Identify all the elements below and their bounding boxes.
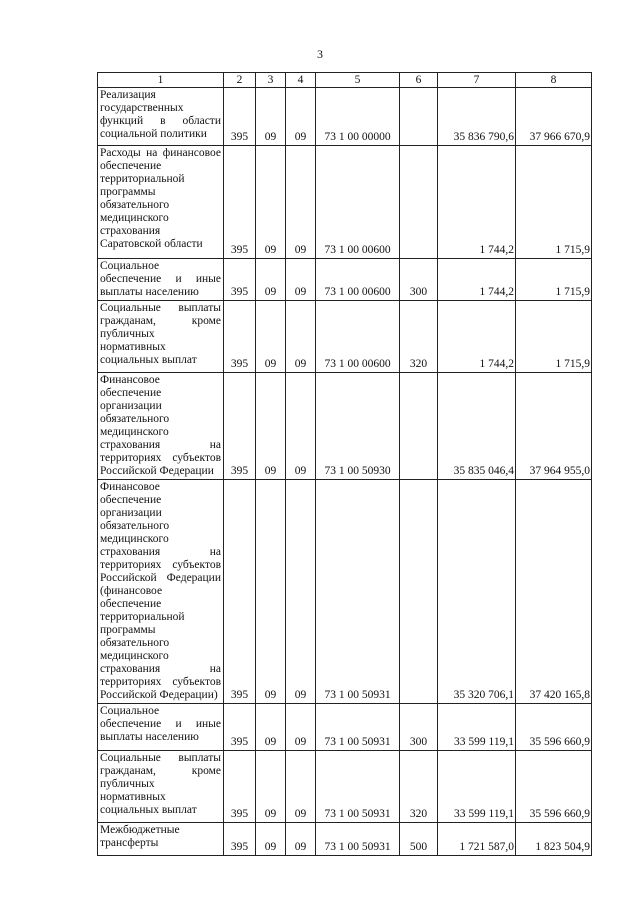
cell-target-article: 73 1 00 50931 xyxy=(316,751,400,823)
cell-amount-2: 1 715,9 xyxy=(516,259,592,301)
cell-subsection: 09 xyxy=(286,751,316,823)
column-header: 4 xyxy=(286,73,316,88)
row-name: Реализация государственных функций в области социальной политики xyxy=(98,88,224,146)
cell-section: 09 xyxy=(256,259,286,301)
cell-target-article: 73 1 00 00600 xyxy=(316,259,400,301)
cell-amount-1: 35 835 046,4 xyxy=(438,373,516,480)
cell-subsection: 09 xyxy=(286,146,316,259)
cell-section: 09 xyxy=(256,751,286,823)
cell-target-article: 73 1 00 00600 xyxy=(316,301,400,373)
table-row xyxy=(98,259,592,301)
row-name: Социальное обеспечение и иные выплаты населению xyxy=(98,259,224,301)
page-number: 3 xyxy=(317,47,323,61)
cell-section: 09 xyxy=(256,373,286,480)
cell-amount-1: 35 320 706,1 xyxy=(438,480,516,704)
cell-amount-1: 33 599 119,1 xyxy=(438,704,516,751)
cell-expense-type xyxy=(400,373,438,480)
cell-ministry: 395 xyxy=(224,88,256,146)
table-row xyxy=(98,301,592,373)
cell-ministry: 395 xyxy=(224,373,256,480)
cell-amount-2: 1 715,9 xyxy=(516,146,592,259)
cell-amount-2: 1 715,9 xyxy=(516,301,592,373)
cell-section: 09 xyxy=(256,88,286,146)
cell-amount-2: 35 596 660,9 xyxy=(516,751,592,823)
row-name: Расходы на финансовое обеспечение территориальной программы обязательного медицинского страхования Саратовской области xyxy=(98,146,224,259)
header-row xyxy=(98,73,592,88)
cell-target-article: 73 1 00 00600 xyxy=(316,146,400,259)
column-header: 8 xyxy=(516,73,592,88)
cell-ministry: 395 xyxy=(224,480,256,704)
cell-amount-2: 37 420 165,8 xyxy=(516,480,592,704)
cell-target-article: 73 1 00 50931 xyxy=(316,480,400,704)
cell-subsection: 09 xyxy=(286,373,316,480)
cell-amount-1: 1 744,2 xyxy=(438,301,516,373)
cell-amount-1: 35 836 790,6 xyxy=(438,88,516,146)
column-header: 2 xyxy=(224,73,256,88)
cell-ministry: 395 xyxy=(224,751,256,823)
cell-target-article: 73 1 00 50931 xyxy=(316,823,400,856)
column-header: 1 xyxy=(98,73,224,88)
budget-table xyxy=(97,72,592,856)
cell-expense-type xyxy=(400,146,438,259)
row-name: Социальные выплаты гражданам, кроме публичных нормативных социальных выплат xyxy=(98,751,224,823)
cell-amount-2: 1 823 504,9 xyxy=(516,823,592,856)
table-row xyxy=(98,480,592,704)
cell-target-article: 73 1 00 00000 xyxy=(316,88,400,146)
row-name: Финансовое обеспечение организации обязательного медицинского страхования на территориях субъектов Российской Федерации (финансовое обеспечение территориальной программы обязательного медицинского страхования на территориях субъектов Российской Федерации) xyxy=(98,480,224,704)
cell-section: 09 xyxy=(256,480,286,704)
row-name: Финансовое обеспечение организации обязательного медицинского страхования на территориях субъектов Российской Федерации xyxy=(98,373,224,480)
cell-subsection: 09 xyxy=(286,259,316,301)
cell-expense-type: 320 xyxy=(400,301,438,373)
cell-target-article: 73 1 00 50930 xyxy=(316,373,400,480)
cell-amount-1: 1 744,2 xyxy=(438,146,516,259)
cell-ministry: 395 xyxy=(224,259,256,301)
cell-expense-type xyxy=(400,480,438,704)
cell-subsection: 09 xyxy=(286,823,316,856)
column-header: 5 xyxy=(316,73,400,88)
cell-ministry: 395 xyxy=(224,704,256,751)
cell-amount-1: 33 599 119,1 xyxy=(438,751,516,823)
cell-section: 09 xyxy=(256,146,286,259)
cell-amount-2: 37 964 955,0 xyxy=(516,373,592,480)
cell-expense-type: 300 xyxy=(400,704,438,751)
cell-ministry: 395 xyxy=(224,146,256,259)
cell-expense-type: 500 xyxy=(400,823,438,856)
cell-expense-type xyxy=(400,88,438,146)
cell-section: 09 xyxy=(256,823,286,856)
cell-amount-1: 1 744,2 xyxy=(438,259,516,301)
cell-subsection: 09 xyxy=(286,88,316,146)
cell-amount-2: 35 596 660,9 xyxy=(516,704,592,751)
table-row xyxy=(98,373,592,480)
column-header: 3 xyxy=(256,73,286,88)
cell-amount-1: 1 721 587,0 xyxy=(438,823,516,856)
cell-expense-type: 320 xyxy=(400,751,438,823)
table-row xyxy=(98,751,592,823)
cell-expense-type: 300 xyxy=(400,259,438,301)
column-header: 7 xyxy=(438,73,516,88)
table-row xyxy=(98,88,592,146)
row-name: Социальное обеспечение и иные выплаты населению xyxy=(98,704,224,751)
table-row xyxy=(98,146,592,259)
cell-section: 09 xyxy=(256,301,286,373)
cell-subsection: 09 xyxy=(286,704,316,751)
cell-subsection: 09 xyxy=(286,480,316,704)
cell-amount-2: 37 966 670,9 xyxy=(516,88,592,146)
row-name: Социальные выплаты гражданам, кроме публичных нормативных социальных выплат xyxy=(98,301,224,373)
cell-section: 09 xyxy=(256,704,286,751)
cell-target-article: 73 1 00 50931 xyxy=(316,704,400,751)
table-row xyxy=(98,704,592,751)
cell-subsection: 09 xyxy=(286,301,316,373)
table-row xyxy=(98,823,592,856)
cell-ministry: 395 xyxy=(224,301,256,373)
row-name: Межбюджетные трансферты xyxy=(98,823,224,856)
cell-ministry: 395 xyxy=(224,823,256,856)
column-header: 6 xyxy=(400,73,438,88)
